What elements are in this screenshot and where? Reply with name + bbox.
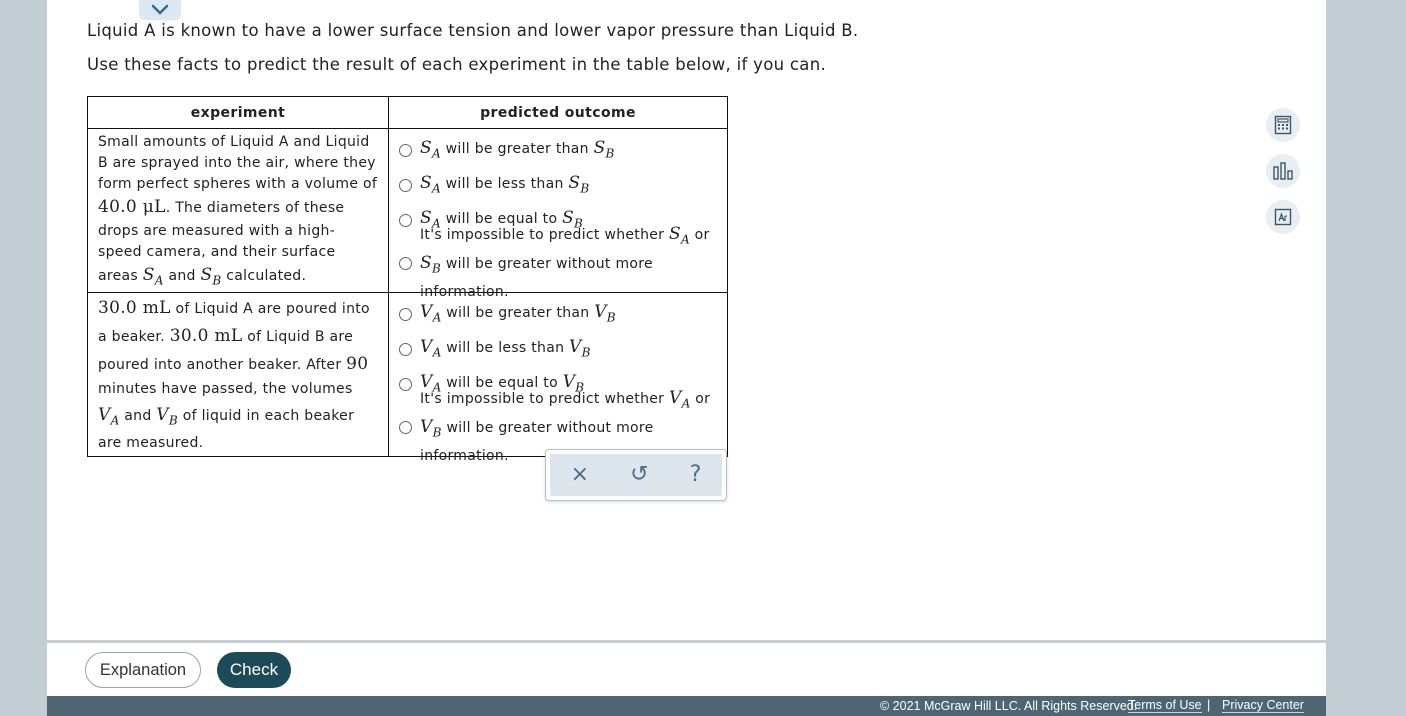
option-va-greater[interactable]: $V_A$ will be greater than $V_B$	[389, 297, 727, 332]
experiment-2-options	[389, 293, 728, 465]
footer-separator: |	[1207, 698, 1211, 712]
header-predicted-outcome: predicted outcome	[389, 97, 728, 129]
experiment-1-options	[389, 129, 728, 301]
answer-toolbox	[545, 449, 727, 501]
option-va-equal[interactable]: $V_A$ will be equal to $V_B$	[389, 367, 727, 402]
experiment-table	[87, 96, 728, 465]
bar-chart-icon	[1272, 161, 1294, 181]
collapse-tab[interactable]	[139, 0, 181, 20]
periodic-table-button[interactable]	[1266, 200, 1300, 234]
calculator-icon	[1274, 115, 1292, 135]
option-s-impossible[interactable]: It's impossible to predict whether $S_A$ or $S_B$ will be greater without more information.	[389, 238, 727, 288]
intro-text-2: Use these facts to predict the result of each experiment in the table below, if you can.	[87, 55, 827, 74]
chevron-down-icon	[151, 4, 169, 16]
option-va-less[interactable]: $V_A$ will be less than $V_B$	[389, 332, 727, 367]
radio-button[interactable]	[399, 421, 412, 434]
clear-icon[interactable]: ×	[570, 462, 589, 487]
radio-button[interactable]	[399, 308, 412, 321]
option-sa-equal[interactable]: $S_A$ will be equal to $S_B$	[389, 203, 727, 238]
explanation-button[interactable]: Explanation	[85, 652, 201, 688]
radio-button[interactable]	[399, 179, 412, 192]
calculator-button[interactable]	[1266, 108, 1300, 142]
radio-button[interactable]	[399, 378, 412, 391]
experiment-1-description: Small amounts of Liquid A and Liquid B are sprayed into the air, where they form perfect spheres with a volume of 40.0 μL. The diameters of these drops are measured with a high-speed camera, and their surface areas $S_A$ and $S_B$ calculated.	[88, 129, 389, 293]
undo-icon[interactable]: ↺	[630, 462, 649, 487]
question-page	[47, 0, 1326, 640]
privacy-center-link[interactable]: Privacy Center	[1222, 698, 1304, 712]
option-v-impossible[interactable]: It's impossible to predict whether $V_A$ or $V_B$ will be greater without more information.	[389, 402, 727, 452]
chart-button[interactable]	[1266, 154, 1300, 188]
option-sa-greater[interactable]: $S_A$ will be greater than $S_B$	[389, 133, 727, 168]
radio-button[interactable]	[399, 144, 412, 157]
check-button[interactable]: Check	[217, 652, 291, 688]
footer	[47, 696, 1326, 716]
terms-of-use-link[interactable]: Terms of Use	[1128, 698, 1202, 712]
option-sa-less[interactable]: $S_A$ will be less than $S_B$	[389, 168, 727, 203]
help-icon[interactable]: ?	[689, 462, 702, 487]
periodic-element-icon	[1274, 208, 1292, 226]
experiment-2-description: 30.0 mL of Liquid A are poured into a beaker. 30.0 mL of Liquid B are poured into another beaker. After 90 minutes have passed, the volumes $V_A$ and $V_B$ of liquid in each beaker are measured.	[88, 293, 389, 457]
intro-text-1: Liquid A is known to have a lower surface tension and lower vapor pressure than Liquid B.	[87, 21, 859, 40]
bottom-bar	[47, 643, 1326, 696]
copyright-text: © 2021 McGraw Hill LLC. All Rights Reserved.	[880, 699, 1138, 713]
radio-button[interactable]	[399, 257, 412, 270]
radio-button[interactable]	[399, 343, 412, 356]
radio-button[interactable]	[399, 214, 412, 227]
header-experiment: experiment	[88, 97, 389, 129]
